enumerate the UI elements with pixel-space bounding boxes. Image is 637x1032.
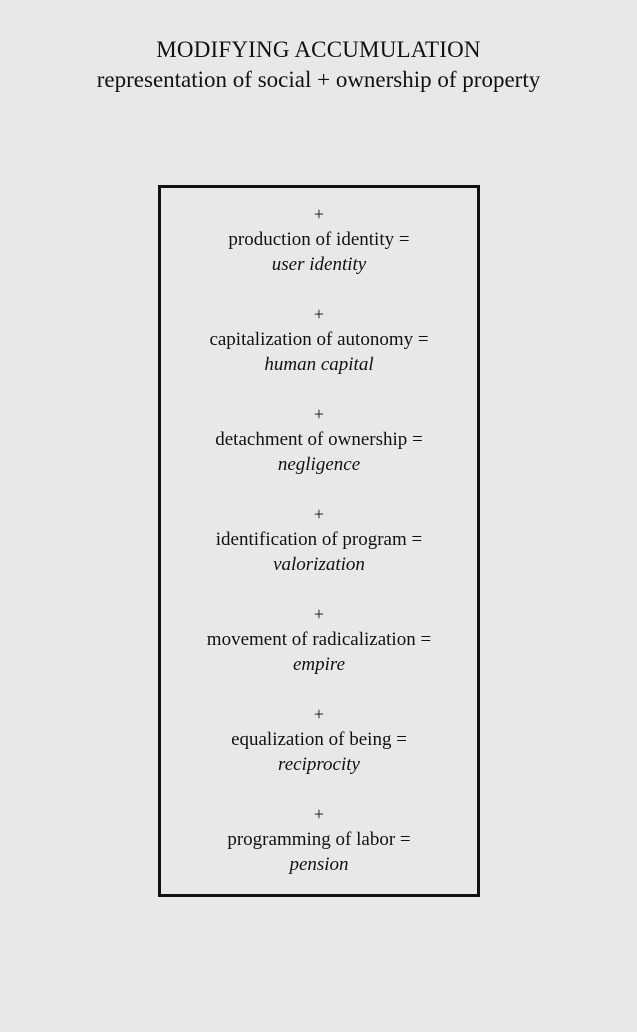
equation-term: detachment of ownership = xyxy=(215,429,423,450)
equation-result: user identity xyxy=(271,254,367,275)
equation-entry xyxy=(161,802,477,902)
equation-entry xyxy=(161,202,477,302)
equation-result: valorization xyxy=(273,554,365,575)
equation-term: production of identity = xyxy=(228,229,410,250)
page-title: MODIFYING ACCUMULATION xyxy=(156,37,481,62)
equation-result: empire xyxy=(292,654,346,675)
equation-result: human capital xyxy=(264,354,374,375)
equation-list xyxy=(161,202,477,902)
equation-term: identification of program = xyxy=(215,529,423,550)
equation-result: negligence xyxy=(277,454,361,475)
plus-sign: + xyxy=(313,304,325,324)
plus-sign: + xyxy=(313,604,325,624)
plus-sign: + xyxy=(313,504,325,524)
equation-term: capitalization of autonomy = xyxy=(209,329,429,350)
equation-box xyxy=(158,185,480,897)
plus-sign: + xyxy=(313,804,325,824)
equation-entry xyxy=(161,702,477,802)
equation-term: programming of labor = xyxy=(227,829,411,850)
equation-entry xyxy=(161,302,477,402)
equation-entry xyxy=(161,502,477,602)
plus-sign: + xyxy=(313,704,325,724)
equation-entry xyxy=(161,402,477,502)
equation-result: reciprocity xyxy=(278,754,360,775)
plus-sign: + xyxy=(313,204,325,224)
equation-entry xyxy=(161,602,477,702)
page-subtitle: representation of social + ownership of property xyxy=(96,67,541,92)
header xyxy=(0,36,637,96)
plus-sign: + xyxy=(313,404,325,424)
equation-term: equalization of being = xyxy=(231,729,407,750)
equation-result: pension xyxy=(289,854,349,875)
equation-term: movement of radicalization = xyxy=(206,629,432,650)
